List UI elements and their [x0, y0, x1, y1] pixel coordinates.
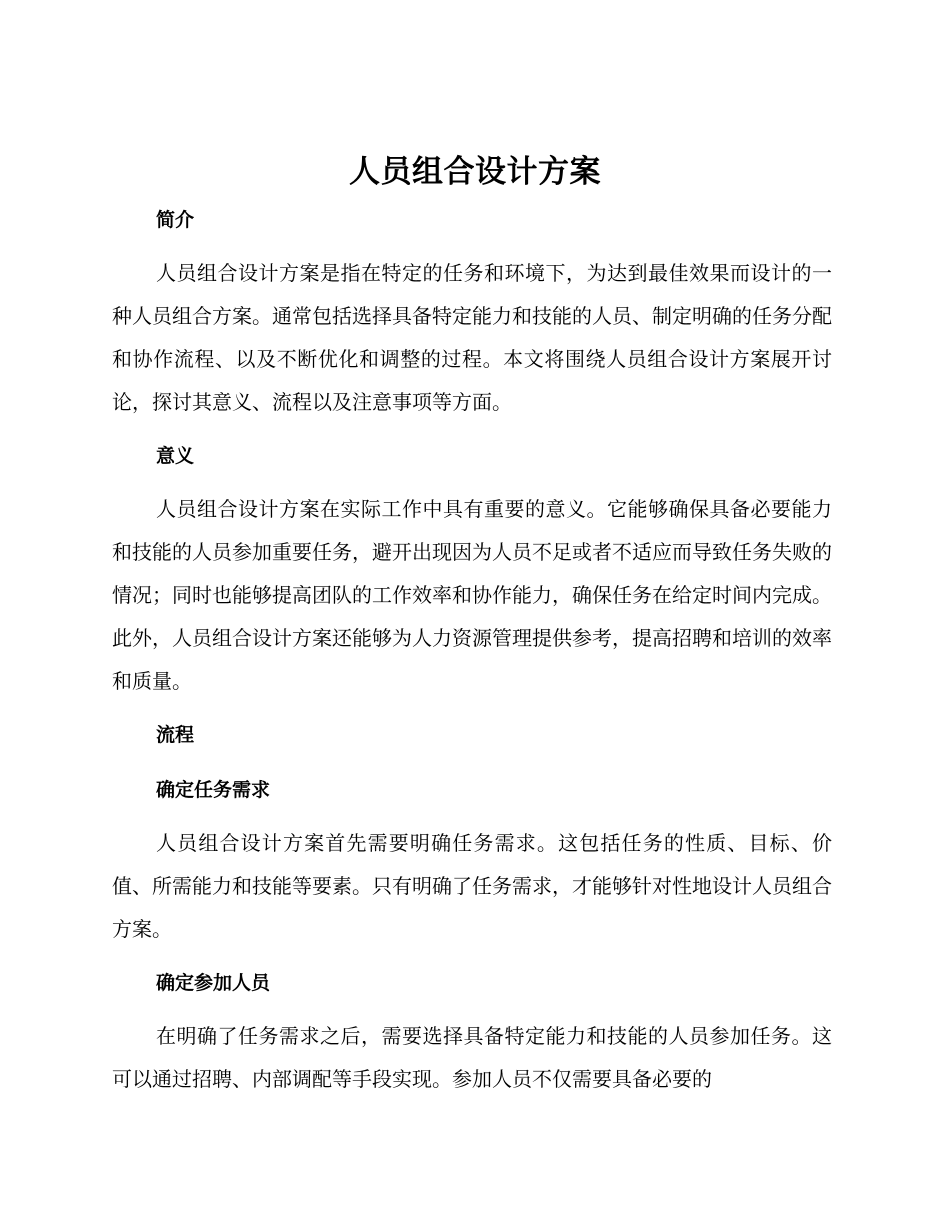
section-paragraph-task-requirements: 人员组合设计方案首先需要明确任务需求。这包括任务的性质、目标、价值、所需能力和技能等要素。只有明确了任务需求，才能够针对性地设计人员组合方案。	[112, 831, 832, 941]
section-heading-process: 流程	[156, 724, 195, 746]
section-heading-significance: 意义	[156, 445, 195, 467]
section-paragraph-intro: 人员组合设计方案是指在特定的任务和环境下，为达到最佳效果而设计的一种人员组合方案。通常包括选择具备特定能力和技能的人员、制定明确的任务分配和协作流程、以及不断优化和调整的过程。本文将围绕人员组合设计方案展开讨论，探讨其意义、流程以及注意事项等方面。	[112, 261, 832, 414]
document-title: 人员组合设计方案	[349, 154, 601, 190]
section-heading-intro: 简介	[156, 209, 195, 231]
section-paragraph-participants: 在明确了任务需求之后，需要选择具备特定能力和技能的人员参加任务。这可以通过招聘、内部调配等手段实现。参加人员不仅需要具备必要的	[112, 1024, 832, 1091]
section-heading-task-requirements: 确定任务需求	[156, 779, 271, 801]
section-heading-participants: 确定参加人员	[156, 972, 271, 994]
section-paragraph-significance: 人员组合设计方案在实际工作中具有重要的意义。它能够确保具备必要能力和技能的人员参加重要任务，避开出现因为人员不足或者不适应而导致任务失败的情况；同时也能够提高团队的工作效率和协作能力，确保任务在给定时间内完成。此外，人员组合设计方案还能够为人力资源管理提供参考，提高招聘和培训的效率和质量。	[112, 497, 832, 693]
